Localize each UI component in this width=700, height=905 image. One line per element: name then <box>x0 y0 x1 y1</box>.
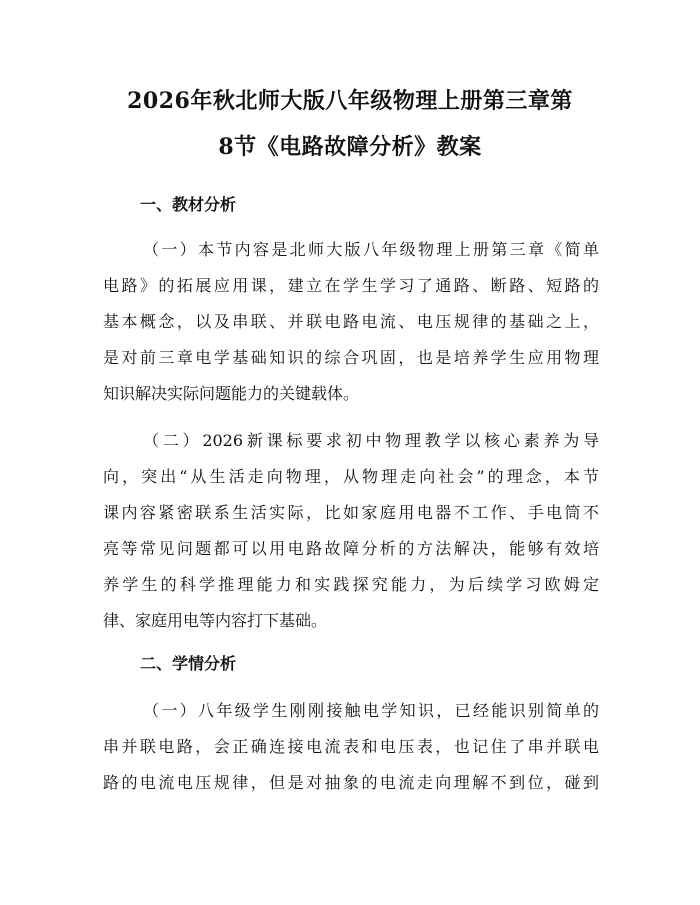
paragraph-line: （一）八年级学生刚刚接触电学知识，已经能识别简单的 <box>143 701 599 720</box>
paragraph-line: 串并联电路，会正确连接电流表和电压表，也记住了串并联电 <box>103 737 599 756</box>
paragraph-line: 亮等常见问题都可以用电路故障分析的方法解决，能够有效培 <box>103 539 599 558</box>
title-line-1: 2026年秋北师大版八年级物理上册第三章第 <box>127 88 573 114</box>
paragraph-line: 是对前三章电学基础知识的综合巩固，也是培养学生应用物理 <box>103 348 599 367</box>
paragraph-2-1 <box>103 693 599 801</box>
paragraph-line: 电路》的拓展应用课，建立在学生学习了通路、断路、短路的 <box>103 276 599 295</box>
title-line-2: 8节《电路故障分析》教案 <box>218 134 482 160</box>
paragraph-line: 律、家庭用电等内容打下基础。 <box>103 611 328 630</box>
page-title <box>90 78 610 170</box>
paragraph-line: 基本概念，以及串联、并联电路电流、电压规律的基础之上， <box>103 312 599 331</box>
paragraph-1-2 <box>103 423 599 639</box>
paragraph-line: 养学生的科学推理能力和实践探究能力，为后续学习欧姆定 <box>103 575 599 594</box>
section-heading-learner-analysis: 二、学情分析 <box>140 654 237 673</box>
paragraph-line: 路的电流电压规律，但是对抽象的电流走向理解不到位，碰到 <box>103 773 599 792</box>
paragraph-line: （一）本节内容是北师大版八年级物理上册第三章《简单 <box>143 240 599 259</box>
paragraph-1-1 <box>103 232 599 412</box>
section-heading-analysis-of-materials: 一、教材分析 <box>140 195 237 214</box>
paragraph-line: （二）2026新课标要求初中物理教学以核心素养为导 <box>143 431 599 450</box>
paragraph-line: 向，突出“从生活走向物理，从物理走向社会”的理念，本节 <box>103 467 599 486</box>
paragraph-line: 知识解决实际问题能力的关键载体。 <box>103 384 360 403</box>
paragraph-line: 课内容紧密联系生活实际，比如家庭用电器不工作、手电筒不 <box>103 503 599 522</box>
